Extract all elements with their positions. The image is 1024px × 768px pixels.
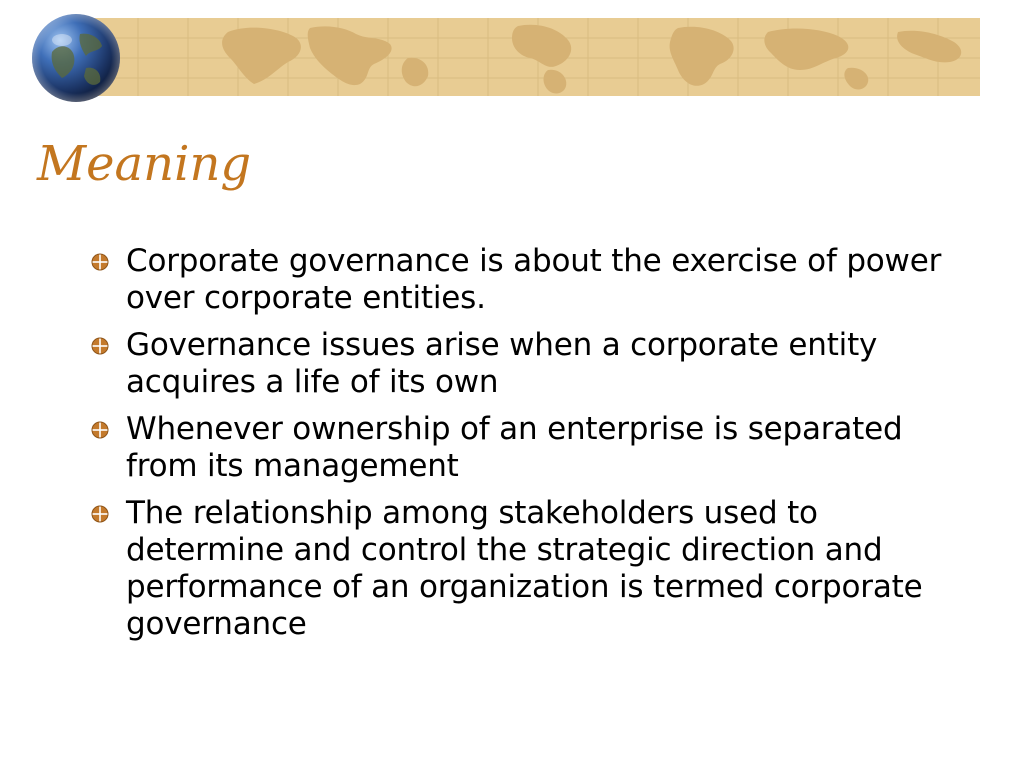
sun-bullet-icon	[89, 419, 111, 441]
bullet-item	[86, 243, 966, 317]
world-map-banner	[78, 18, 980, 96]
bullet-text: Governance issues arise when a corporate entity acquires a life of its own	[126, 327, 878, 400]
slide-title: Meaning	[37, 136, 252, 192]
bullet-item	[86, 411, 966, 485]
globe-icon	[30, 12, 122, 104]
sun-bullet-icon	[89, 503, 111, 525]
bullet-item	[86, 327, 966, 401]
bullet-list	[86, 243, 966, 653]
bullet-text: Corporate governance is about the exercise of power over corporate entities.	[126, 243, 942, 316]
bullet-item	[86, 495, 966, 643]
bullet-text: Whenever ownership of an enterprise is separated from its management	[126, 411, 903, 484]
sun-bullet-icon	[89, 251, 111, 273]
bullet-text: The relationship among stakeholders used to determine and control the strategic direction and performance of an organization is termed corporate governance	[126, 495, 923, 642]
sun-bullet-icon	[89, 335, 111, 357]
